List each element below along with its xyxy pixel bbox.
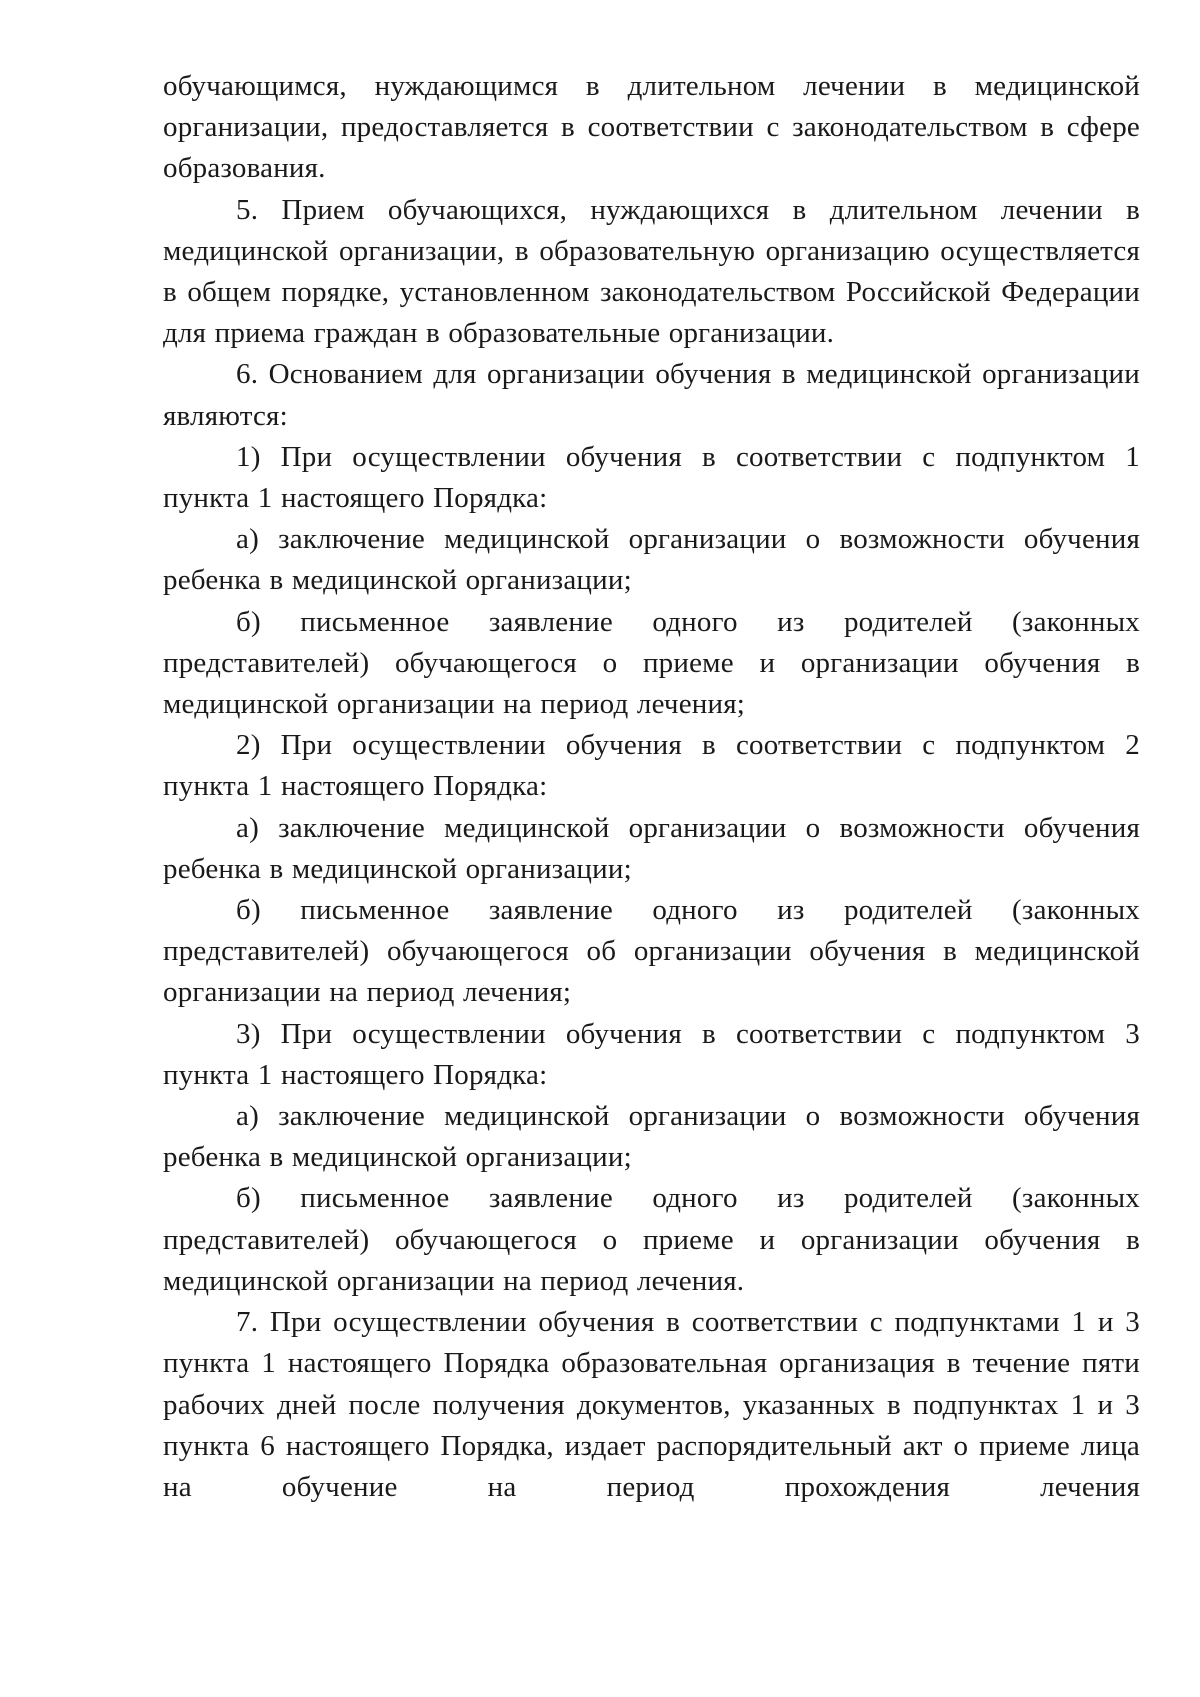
paragraph-item-6: 6. Основанием для организации обучения в медицинской организации являются: xyxy=(163,358,1140,432)
paragraph-item-6-2-b: б) письменное заявление одного из родителей (законных представителей) обучающегося об организации обучения в медицинской организации на период лечения; xyxy=(163,894,1140,1009)
paragraph-item-6-1-a: а) заключение медицинской организации о возможности обучения ребенка в медицинской организации; xyxy=(163,523,1140,597)
paragraph-item-6-3-a: а) заключение медицинской организации о возможности обучения ребенка в медицинской организации; xyxy=(163,1100,1140,1174)
paragraph-item-5: 5. Прием обучающихся, нуждающихся в длительном лечении в медицинской организации, в образовательную организацию осуществляется в общем порядке, установленном законодательством Российской Федерации для приема граждан в образовательные организации. xyxy=(163,193,1140,350)
paragraph-item-7: 7. При осуществлении обучения в соответствии с подпунктами 1 и 3 пункта 1 настоящего Порядка образовательная организация в течение пяти рабочих дней после получения документов, указанных в подпунктах 1 и 3 пункта 6 настоящего Порядка, издает распорядительный акт о приеме лица на обучение на период прохождения лечения xyxy=(163,1306,1140,1503)
paragraph-item-6-1-b: б) письменное заявление одного из родителей (законных представителей) обучающегося о приеме и организации обучения в медицинской организации на период лечения; xyxy=(163,605,1140,721)
paragraph-item-6-1: 1) При осуществлении обучения в соответствии с подпунктом 1 пункта 1 настоящего Порядка: xyxy=(163,440,1140,515)
document-body xyxy=(163,66,1140,1508)
paragraph-item-6-3: 3) При осуществлении обучения в соответствии с подпунктом 3 пункта 1 настоящего Порядка: xyxy=(163,1017,1140,1091)
paragraph-item-6-2: 2) При осуществлении обучения в соответствии с подпунктом 2 пункта 1 настоящего Порядка: xyxy=(163,729,1140,803)
paragraph-continuation: обучающимся, нуждающимся в длительном лечении в медицинской организации, предоставляется в соответствии с законодательством в сфере образования. xyxy=(163,70,1140,185)
paragraph-item-6-3-b: б) письменное заявление одного из родителей (законных представителей) обучающегося о приеме и организации обучения в медицинской организации на период лечения. xyxy=(163,1182,1140,1297)
paragraph-item-6-2-a: а) заключение медицинской организации о возможности обучения ребенка в медицинской организации; xyxy=(163,811,1140,885)
